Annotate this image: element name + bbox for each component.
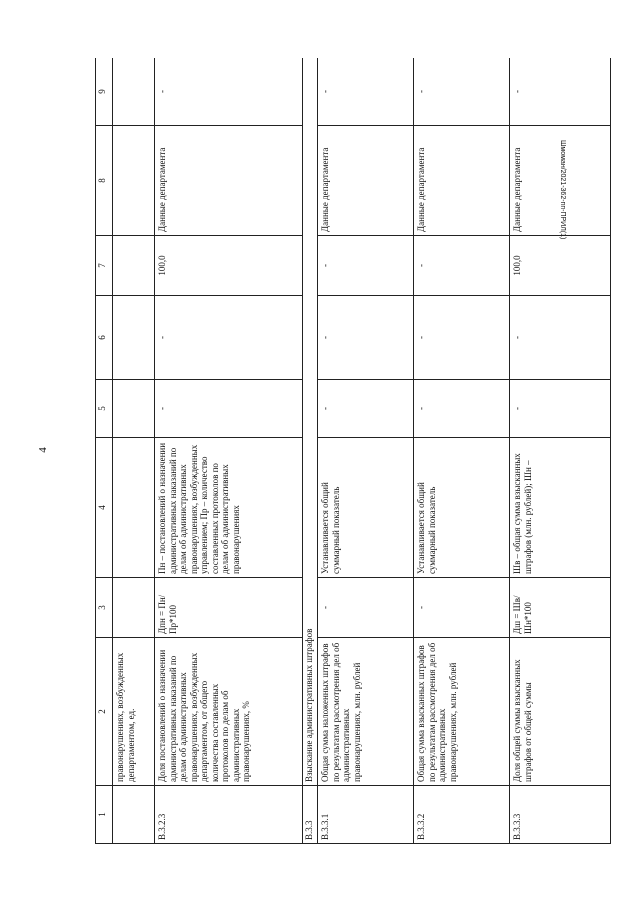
cell-formula-explanation [113,438,155,578]
cell-indicator-name: Доля общей суммы взысканных штрафов от общей суммы [510,638,611,786]
cell-col7: - [318,236,414,296]
table-frame [95,58,611,844]
column-number: 1 [96,786,113,844]
cell-source: Данные департамента [318,126,414,236]
column-number: 3 [96,578,113,638]
cell-source: Данные департамента [155,126,303,236]
cell-formula: Дпн = Пн/ Пр*100 [155,578,303,638]
cell-col9: - [510,58,611,126]
cell-col9 [113,58,155,126]
column-number: 6 [96,296,113,380]
cell-formula-explanation: Шв – общая сумма взысканных штрафов (млн. рублей); Шн – [510,438,611,578]
cell-col6 [113,296,155,380]
cell-code: В.3.3.3 [510,786,611,844]
cell-col5: - [510,380,611,438]
cell-col6: - [414,296,510,380]
cell-col6: - [510,296,611,380]
table-row-b331 [318,58,414,844]
document-code: Шмоман/2021-362-пп-ПРИЛ(1) [559,140,566,240]
indicators-table [95,58,611,844]
cell-source: Данные департамента [510,126,611,236]
cell-code: В.3.3.1 [318,786,414,844]
section-row-b33 [303,58,318,844]
cell-formula-explanation: Устанавливается общий суммарный показатель [318,438,414,578]
cell-col6: - [155,296,303,380]
column-number: 7 [96,236,113,296]
cell-indicator-name: Общая сумма наложенных штрафов по результатам рассмотрения дел об административных правонарушениях, млн. рублей [318,638,414,786]
cell-col9: - [155,58,303,126]
cell-formula: - [318,578,414,638]
table-row-b332 [414,58,510,844]
cell-code [113,786,155,844]
cell-col9: - [414,58,510,126]
cell-formula: - [414,578,510,638]
cell-col7: 100,0 [155,236,303,296]
cell-col7 [113,236,155,296]
cell-code: В.3.3.2 [414,786,510,844]
cell-col7: - [414,236,510,296]
column-numbers-row [96,58,113,844]
cell-indicator-name: Общая сумма взысканных штрафов по результатам рассмотрения дел об административных правонарушениях, млн. рублей [414,638,510,786]
cell-indicator-name: правонарушениях, возбужденных департаментом, ед. [113,638,155,786]
table-row-b333 [510,58,611,844]
column-number: 2 [96,638,113,786]
cell-formula-explanation: Пн – постановлений о назначении административных наказаний по делам об административных правонарушениях, возбужденных управлением; Пр – количество составленных протоколов по делам об административных правонарушениях [155,438,303,578]
cell-col6: - [318,296,414,380]
column-number: 9 [96,58,113,126]
table-row-b323 [155,58,303,844]
cell-col9: - [318,58,414,126]
column-number: 4 [96,438,113,578]
section-code: В.3.3 [303,786,318,844]
column-number: 5 [96,380,113,438]
cell-formula-explanation: Устанавливается общий суммарный показатель [414,438,510,578]
cell-source [113,126,155,236]
rotated-table-wrapper [95,58,611,844]
cell-indicator-name: Доля постановлений о назначении административных наказаний по делам об административных правонарушениях, возбужденных департаментом, от общего количества составленных протоколов по делам об административных правонарушениях, % [155,638,303,786]
cell-formula [113,578,155,638]
table-row-continued [113,58,155,844]
cell-col5: - [414,380,510,438]
cell-col7: 100,0 [510,236,611,296]
cell-source: Данные департамента [414,126,510,236]
page-number: 4 [36,447,49,453]
cell-formula: Дш = Шв/ Шн*100 [510,578,611,638]
column-number: 8 [96,126,113,236]
cell-col5: - [155,380,303,438]
cell-col5: - [318,380,414,438]
cell-code: В.3.2.3 [155,786,303,844]
cell-col5 [113,380,155,438]
section-title: Взыскание административных штрафов [303,58,318,786]
